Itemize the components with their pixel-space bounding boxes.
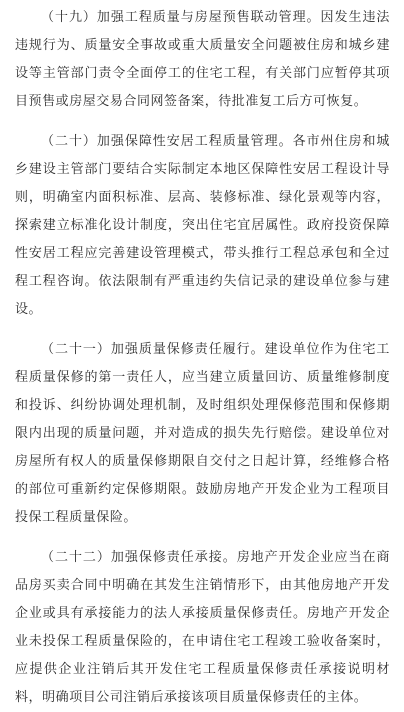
- paragraph-22: [15, 544, 390, 712]
- paragraph-body: 房地产开发企业应当在商品房买卖合同中明确在其发生注销情形下，由其他房地产开发企业或具有承接能力的法人承接质量保修责任。房地产开发企业未投保工程质量保险的，在申请住宅工程竣工验收备案时，应提供企业注销后其开发住宅工程质量保修责任承接说明材料，明确项目公司注销后承接该项目质量保修责任的主体。: [15, 550, 390, 705]
- paragraph-20: [15, 128, 390, 324]
- paragraph-number: （二十二）: [41, 550, 111, 565]
- paragraph-body: 建设单位作为住宅工程质量保修的第一责任人，应当建立质量回访、质量维修制度和投诉、纠纷协调处理机制，及时组织处理保修范围和保修期限内出现的质量问题，并对造成的损失先行赔偿。建设单位对房屋所有权人的质量保修期限自交付之日起计算，经维修合格的部位可重新约定保修期限。鼓励房地产开发企业为工程项目投保工程质量保险。: [15, 342, 390, 525]
- paragraph-title: 加强工程质量与房屋预售联动管理。: [96, 10, 321, 25]
- paragraph-title: 加强质量保修责任履行。: [110, 342, 265, 357]
- paragraph-title: 加强保修责任承接。: [110, 550, 237, 565]
- paragraph-number: （二十）: [41, 134, 97, 149]
- paragraph-21: [15, 336, 390, 532]
- paragraph-19: [15, 4, 390, 116]
- paragraph-body: 因发生违法违规行为、质量安全事故或重大质量安全问题被住房和城乡建设等主管部门责令全面停工的住宅工程，有关部门应暂停其项目预售或房屋交易合同网签备案，待批准复工后方可恢复。: [15, 10, 390, 109]
- paragraph-body: 各市州住房和城乡建设主管部门要结合实际制定本地区保障性安居工程设计导则，明确室内面积标准、层高、装修标准、绿化景观等内容，探索建立标准化设计制度，突出住宅宜居属性。政府投资保障性安居工程应完善建设管理模式，带头推行工程总承包和全过程工程咨询。依法限制有严重违约失信记录的建设单位参与建设。: [15, 134, 390, 317]
- paragraph-number: （十九）: [41, 10, 97, 25]
- paragraph-number: （二十一）: [41, 342, 111, 357]
- paragraph-title: 加强保障性安居工程质量管理。: [96, 134, 293, 149]
